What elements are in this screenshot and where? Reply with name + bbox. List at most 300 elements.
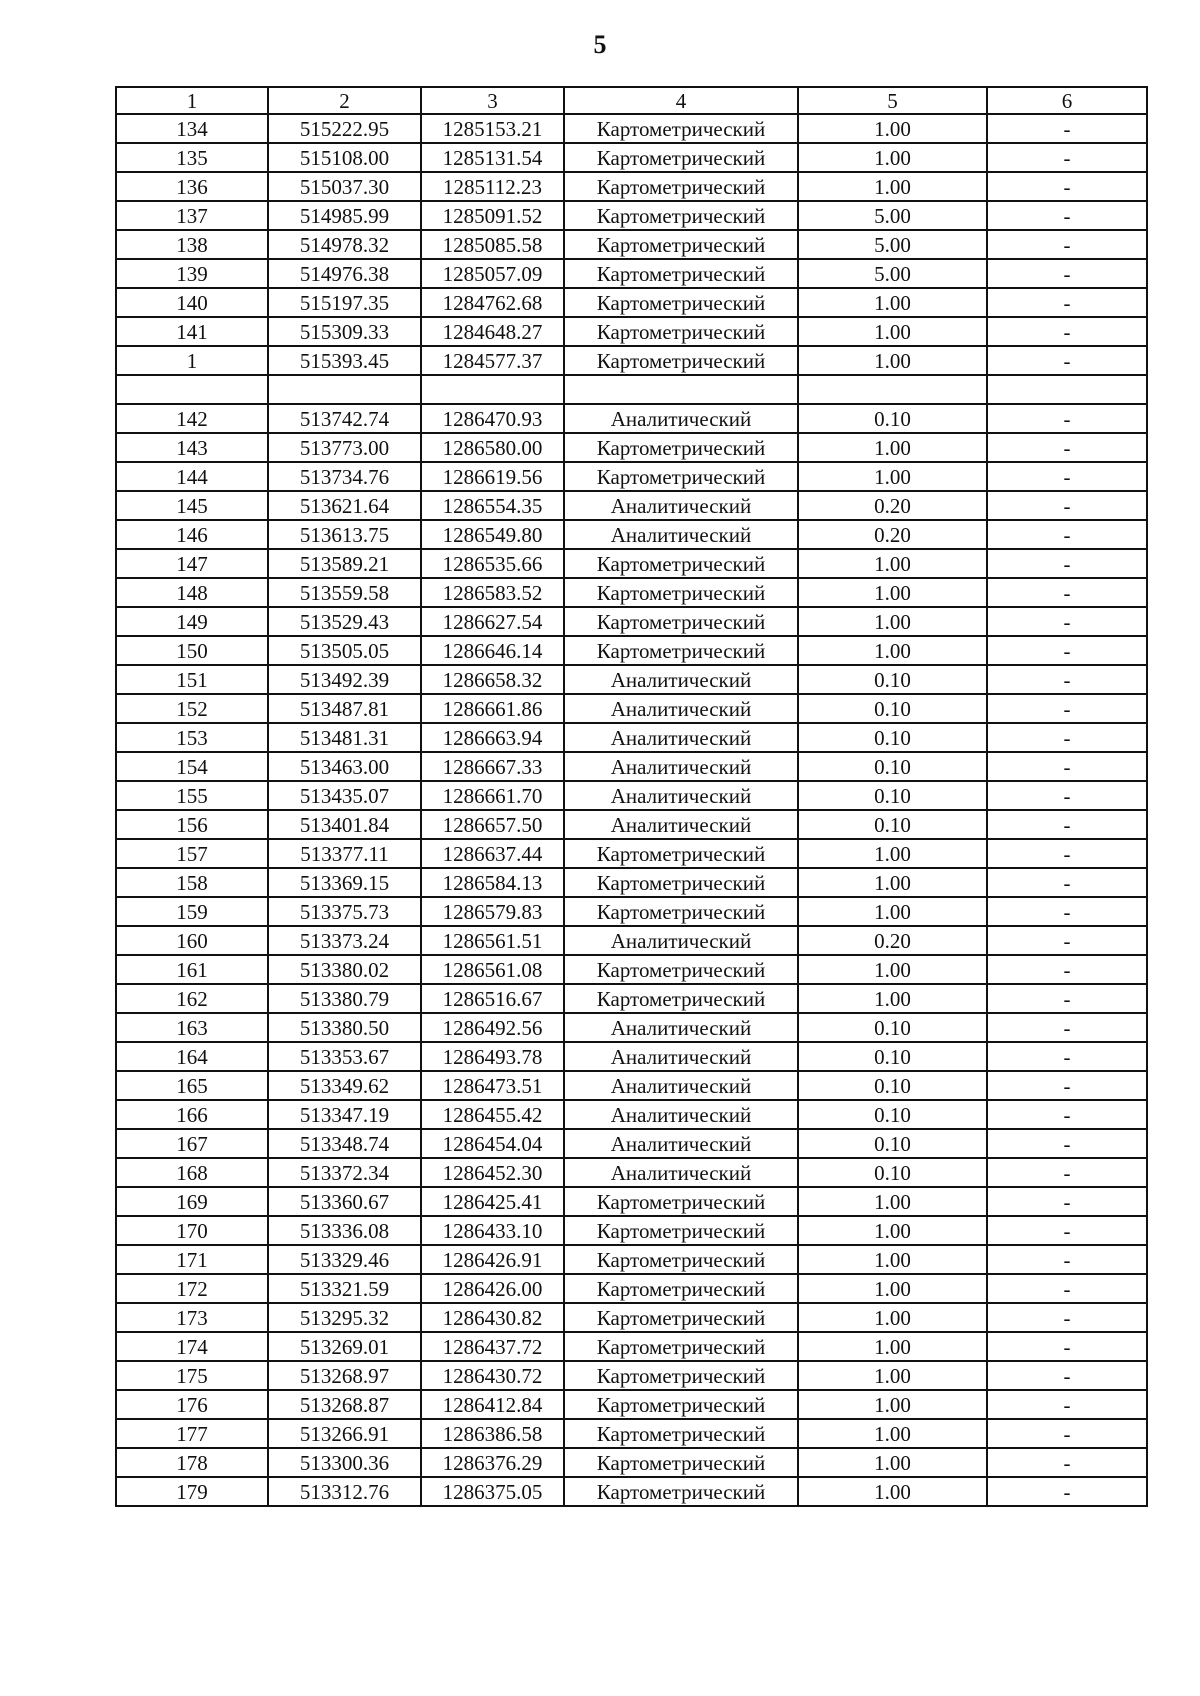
cell-coordinate-y: 1285057.09 — [421, 259, 564, 288]
cell-accuracy: 0.10 — [798, 1042, 987, 1071]
table-row — [116, 172, 1147, 201]
cell-coordinate-y: 1284762.68 — [421, 288, 564, 317]
table-row — [116, 549, 1147, 578]
cell-note: - — [987, 926, 1147, 955]
table-row — [116, 868, 1147, 897]
cell-method: Картометрический — [564, 230, 798, 259]
cell-method — [564, 375, 798, 404]
cell-method: Аналитический — [564, 723, 798, 752]
cell-point-number: 177 — [116, 1419, 268, 1448]
cell-method: Аналитический — [564, 1071, 798, 1100]
cell-coordinate-x — [268, 375, 421, 404]
table-body — [116, 114, 1147, 1506]
cell-accuracy: 1.00 — [798, 462, 987, 491]
table-row — [116, 346, 1147, 375]
cell-point-number: 157 — [116, 839, 268, 868]
cell-point-number: 141 — [116, 317, 268, 346]
cell-coordinate-y: 1286386.58 — [421, 1419, 564, 1448]
cell-coordinate-y: 1286376.29 — [421, 1448, 564, 1477]
cell-coordinate-x: 515309.33 — [268, 317, 421, 346]
cell-note: - — [987, 1332, 1147, 1361]
cell-coordinate-x: 513329.46 — [268, 1245, 421, 1274]
cell-note: - — [987, 549, 1147, 578]
cell-point-number: 162 — [116, 984, 268, 1013]
cell-coordinate-y: 1286437.72 — [421, 1332, 564, 1361]
cell-note: - — [987, 1390, 1147, 1419]
table-row — [116, 1361, 1147, 1390]
table-row-separator — [116, 375, 1147, 404]
cell-coordinate-x: 513336.08 — [268, 1216, 421, 1245]
cell-coordinate-x: 513380.50 — [268, 1013, 421, 1042]
cell-point-number: 154 — [116, 752, 268, 781]
table-row — [116, 694, 1147, 723]
cell-coordinate-y: 1286425.41 — [421, 1187, 564, 1216]
cell-method: Картометрический — [564, 1448, 798, 1477]
cell-note: - — [987, 520, 1147, 549]
cell-coordinate-x: 513349.62 — [268, 1071, 421, 1100]
table-row — [116, 810, 1147, 839]
cell-coordinate-x: 513347.19 — [268, 1100, 421, 1129]
table-row — [116, 607, 1147, 636]
cell-point-number: 147 — [116, 549, 268, 578]
table-row — [116, 520, 1147, 549]
cell-method: Картометрический — [564, 897, 798, 926]
cell-note: - — [987, 491, 1147, 520]
cell-note: - — [987, 1042, 1147, 1071]
cell-method: Картометрический — [564, 868, 798, 897]
cell-point-number: 173 — [116, 1303, 268, 1332]
table-row — [116, 259, 1147, 288]
table-row — [116, 955, 1147, 984]
cell-accuracy: 0.10 — [798, 665, 987, 694]
table-row — [116, 1129, 1147, 1158]
cell-method: Аналитический — [564, 404, 798, 433]
cell-accuracy: 0.10 — [798, 810, 987, 839]
cell-note: - — [987, 346, 1147, 375]
cell-point-number: 145 — [116, 491, 268, 520]
table-row — [116, 1245, 1147, 1274]
cell-coordinate-y: 1286646.14 — [421, 636, 564, 665]
cell-coordinate-y: 1286452.30 — [421, 1158, 564, 1187]
cell-point-number: 160 — [116, 926, 268, 955]
table-row — [116, 1042, 1147, 1071]
cell-note: - — [987, 1361, 1147, 1390]
table-row — [116, 781, 1147, 810]
cell-coordinate-y: 1284577.37 — [421, 346, 564, 375]
cell-note: - — [987, 1129, 1147, 1158]
cell-coordinate-y: 1286535.66 — [421, 549, 564, 578]
cell-coordinate-y: 1285091.52 — [421, 201, 564, 230]
cell-coordinate-y: 1286579.83 — [421, 897, 564, 926]
table-header — [116, 87, 1147, 114]
cell-note: - — [987, 1187, 1147, 1216]
cell-accuracy: 0.20 — [798, 926, 987, 955]
cell-method: Картометрический — [564, 433, 798, 462]
cell-coordinate-y: 1286658.32 — [421, 665, 564, 694]
cell-point-number: 1 — [116, 346, 268, 375]
cell-method: Картометрический — [564, 1477, 798, 1506]
cell-coordinate-y: 1286667.33 — [421, 752, 564, 781]
cell-coordinate-x: 513377.11 — [268, 839, 421, 868]
cell-coordinate-x: 513734.76 — [268, 462, 421, 491]
cell-note: - — [987, 607, 1147, 636]
cell-method: Картометрический — [564, 578, 798, 607]
cell-note — [987, 375, 1147, 404]
cell-note: - — [987, 114, 1147, 143]
cell-note: - — [987, 1419, 1147, 1448]
cell-method: Картометрический — [564, 317, 798, 346]
cell-method: Аналитический — [564, 1129, 798, 1158]
table-row — [116, 433, 1147, 462]
cell-note: - — [987, 897, 1147, 926]
cell-coordinate-x: 513321.59 — [268, 1274, 421, 1303]
table-row — [116, 926, 1147, 955]
cell-accuracy: 1.00 — [798, 1448, 987, 1477]
cell-note: - — [987, 404, 1147, 433]
table-row — [116, 897, 1147, 926]
cell-method: Картометрический — [564, 955, 798, 984]
cell-note: - — [987, 1477, 1147, 1506]
cell-coordinate-y: 1286455.42 — [421, 1100, 564, 1129]
cell-coordinate-x: 513621.64 — [268, 491, 421, 520]
table-row — [116, 1448, 1147, 1477]
cell-coordinate-x: 514978.32 — [268, 230, 421, 259]
cell-point-number: 135 — [116, 143, 268, 172]
cell-coordinate-x: 513380.02 — [268, 955, 421, 984]
cell-note: - — [987, 143, 1147, 172]
cell-coordinate-y: 1286492.56 — [421, 1013, 564, 1042]
cell-method: Аналитический — [564, 665, 798, 694]
cell-note: - — [987, 694, 1147, 723]
table-row — [116, 839, 1147, 868]
table-row — [116, 665, 1147, 694]
cell-coordinate-y: 1286619.56 — [421, 462, 564, 491]
cell-accuracy: 1.00 — [798, 288, 987, 317]
cell-method: Картометрический — [564, 549, 798, 578]
cell-point-number: 166 — [116, 1100, 268, 1129]
cell-accuracy: 1.00 — [798, 1419, 987, 1448]
cell-coordinate-y: 1286583.52 — [421, 578, 564, 607]
table-row — [116, 1419, 1147, 1448]
cell-point-number: 171 — [116, 1245, 268, 1274]
cell-method: Картометрический — [564, 1274, 798, 1303]
cell-note: - — [987, 1100, 1147, 1129]
cell-point-number: 152 — [116, 694, 268, 723]
cell-point-number: 164 — [116, 1042, 268, 1071]
cell-note: - — [987, 839, 1147, 868]
cell-note: - — [987, 230, 1147, 259]
cell-point-number: 148 — [116, 578, 268, 607]
cell-coordinate-x: 513559.58 — [268, 578, 421, 607]
cell-coordinate-y: 1286493.78 — [421, 1042, 564, 1071]
cell-coordinate-x: 513435.07 — [268, 781, 421, 810]
cell-accuracy: 5.00 — [798, 259, 987, 288]
cell-point-number: 179 — [116, 1477, 268, 1506]
cell-method: Картометрический — [564, 462, 798, 491]
table-row — [116, 984, 1147, 1013]
cell-coordinate-x: 515037.30 — [268, 172, 421, 201]
cell-note: - — [987, 1158, 1147, 1187]
cell-method: Аналитический — [564, 810, 798, 839]
cell-accuracy: 1.00 — [798, 143, 987, 172]
cell-note: - — [987, 1448, 1147, 1477]
cell-coordinate-y: 1286470.93 — [421, 404, 564, 433]
cell-coordinate-y: 1286554.35 — [421, 491, 564, 520]
table-row — [116, 143, 1147, 172]
cell-coordinate-y: 1286637.44 — [421, 839, 564, 868]
cell-accuracy: 1.00 — [798, 839, 987, 868]
cell-point-number: 163 — [116, 1013, 268, 1042]
cell-accuracy: 5.00 — [798, 230, 987, 259]
cell-coordinate-y: 1286430.72 — [421, 1361, 564, 1390]
cell-accuracy: 1.00 — [798, 868, 987, 897]
cell-method: Картометрический — [564, 839, 798, 868]
cell-point-number: 134 — [116, 114, 268, 143]
table-row — [116, 491, 1147, 520]
cell-method: Картометрический — [564, 143, 798, 172]
cell-point-number: 158 — [116, 868, 268, 897]
cell-note: - — [987, 1071, 1147, 1100]
cell-coordinate-x: 513373.24 — [268, 926, 421, 955]
cell-coordinate-x: 513481.31 — [268, 723, 421, 752]
table-row — [116, 1071, 1147, 1100]
cell-accuracy: 1.00 — [798, 549, 987, 578]
cell-coordinate-x: 515197.35 — [268, 288, 421, 317]
cell-method: Картометрический — [564, 1361, 798, 1390]
cell-coordinate-x: 513353.67 — [268, 1042, 421, 1071]
cell-method: Картометрический — [564, 259, 798, 288]
table-row — [116, 317, 1147, 346]
cell-point-number: 146 — [116, 520, 268, 549]
table-row — [116, 201, 1147, 230]
header-col-5: 5 — [798, 87, 987, 114]
table-row — [116, 288, 1147, 317]
cell-coordinate-x: 513742.74 — [268, 404, 421, 433]
cell-note: - — [987, 1274, 1147, 1303]
cell-note: - — [987, 984, 1147, 1013]
cell-accuracy: 0.20 — [798, 520, 987, 549]
cell-accuracy: 1.00 — [798, 984, 987, 1013]
cell-note: - — [987, 259, 1147, 288]
header-row — [116, 87, 1147, 114]
cell-method: Картометрический — [564, 1187, 798, 1216]
cell-coordinate-y — [421, 375, 564, 404]
cell-accuracy: 1.00 — [798, 636, 987, 665]
cell-accuracy: 0.10 — [798, 1129, 987, 1158]
cell-note: - — [987, 288, 1147, 317]
cell-method: Картометрический — [564, 1245, 798, 1274]
cell-point-number: 144 — [116, 462, 268, 491]
cell-coordinate-y: 1286584.13 — [421, 868, 564, 897]
cell-point-number — [116, 375, 268, 404]
cell-coordinate-y: 1286426.00 — [421, 1274, 564, 1303]
cell-coordinate-x: 513268.87 — [268, 1390, 421, 1419]
cell-note: - — [987, 462, 1147, 491]
cell-point-number: 150 — [116, 636, 268, 665]
cell-coordinate-x: 513295.32 — [268, 1303, 421, 1332]
cell-coordinate-x: 513487.81 — [268, 694, 421, 723]
cell-coordinate-x: 513613.75 — [268, 520, 421, 549]
cell-accuracy: 1.00 — [798, 1332, 987, 1361]
header-col-1: 1 — [116, 87, 268, 114]
cell-coordinate-x: 513300.36 — [268, 1448, 421, 1477]
cell-coordinate-y: 1286561.51 — [421, 926, 564, 955]
cell-accuracy: 0.10 — [798, 723, 987, 752]
cell-method: Картометрический — [564, 172, 798, 201]
cell-note: - — [987, 810, 1147, 839]
header-col-2: 2 — [268, 87, 421, 114]
cell-coordinate-y: 1286661.70 — [421, 781, 564, 810]
cell-note: - — [987, 752, 1147, 781]
table-row — [116, 723, 1147, 752]
cell-point-number: 167 — [116, 1129, 268, 1158]
cell-note: - — [987, 781, 1147, 810]
cell-coordinate-x: 514976.38 — [268, 259, 421, 288]
cell-coordinate-x: 513312.76 — [268, 1477, 421, 1506]
cell-accuracy: 0.10 — [798, 1013, 987, 1042]
cell-note: - — [987, 172, 1147, 201]
cell-method: Картометрический — [564, 201, 798, 230]
cell-method: Аналитический — [564, 1013, 798, 1042]
cell-coordinate-x: 513380.79 — [268, 984, 421, 1013]
cell-accuracy: 1.00 — [798, 1390, 987, 1419]
cell-coordinate-y: 1286561.08 — [421, 955, 564, 984]
cell-point-number: 140 — [116, 288, 268, 317]
cell-method: Картометрический — [564, 1419, 798, 1448]
header-col-6: 6 — [987, 87, 1147, 114]
cell-accuracy: 1.00 — [798, 1274, 987, 1303]
cell-coordinate-x: 513505.05 — [268, 636, 421, 665]
cell-coordinate-y: 1286549.80 — [421, 520, 564, 549]
cell-method: Картометрический — [564, 114, 798, 143]
cell-coordinate-x: 513401.84 — [268, 810, 421, 839]
cell-note: - — [987, 201, 1147, 230]
table-row — [116, 636, 1147, 665]
cell-accuracy: 5.00 — [798, 201, 987, 230]
table-row — [116, 1187, 1147, 1216]
cell-coordinate-x: 515108.00 — [268, 143, 421, 172]
cell-method: Аналитический — [564, 752, 798, 781]
cell-accuracy: 1.00 — [798, 897, 987, 926]
cell-method: Аналитический — [564, 926, 798, 955]
cell-point-number: 137 — [116, 201, 268, 230]
cell-accuracy: 1.00 — [798, 346, 987, 375]
cell-coordinate-y: 1286580.00 — [421, 433, 564, 462]
cell-coordinate-x: 513360.67 — [268, 1187, 421, 1216]
cell-note: - — [987, 665, 1147, 694]
cell-accuracy: 1.00 — [798, 1216, 987, 1245]
cell-coordinate-x: 513348.74 — [268, 1129, 421, 1158]
cell-method: Картометрический — [564, 288, 798, 317]
cell-coordinate-x: 513589.21 — [268, 549, 421, 578]
cell-method: Картометрический — [564, 1332, 798, 1361]
cell-point-number: 149 — [116, 607, 268, 636]
cell-coordinate-y: 1286627.54 — [421, 607, 564, 636]
cell-point-number: 159 — [116, 897, 268, 926]
cell-coordinate-y: 1286657.50 — [421, 810, 564, 839]
cell-coordinate-y: 1286454.04 — [421, 1129, 564, 1158]
cell-method: Картометрический — [564, 607, 798, 636]
cell-accuracy: 0.10 — [798, 1071, 987, 1100]
cell-method: Картометрический — [564, 984, 798, 1013]
cell-method: Аналитический — [564, 1100, 798, 1129]
cell-point-number: 136 — [116, 172, 268, 201]
cell-point-number: 176 — [116, 1390, 268, 1419]
cell-coordinate-y: 1285153.21 — [421, 114, 564, 143]
cell-note: - — [987, 1245, 1147, 1274]
cell-accuracy: 0.10 — [798, 1100, 987, 1129]
cell-coordinate-y: 1286430.82 — [421, 1303, 564, 1332]
cell-note: - — [987, 578, 1147, 607]
cell-method: Картометрический — [564, 1390, 798, 1419]
cell-coordinate-y: 1285112.23 — [421, 172, 564, 201]
cell-note: - — [987, 955, 1147, 984]
cell-coordinate-y: 1284648.27 — [421, 317, 564, 346]
cell-accuracy: 1.00 — [798, 1361, 987, 1390]
cell-point-number: 151 — [116, 665, 268, 694]
cell-accuracy: 1.00 — [798, 172, 987, 201]
cell-point-number: 172 — [116, 1274, 268, 1303]
cell-method: Аналитический — [564, 781, 798, 810]
cell-coordinate-y: 1285085.58 — [421, 230, 564, 259]
table-row — [116, 752, 1147, 781]
cell-accuracy: 0.10 — [798, 404, 987, 433]
cell-method: Аналитический — [564, 694, 798, 723]
cell-method: Картометрический — [564, 1216, 798, 1245]
cell-accuracy: 1.00 — [798, 1187, 987, 1216]
coordinates-table — [115, 86, 1148, 1507]
cell-method: Аналитический — [564, 1158, 798, 1187]
cell-method: Аналитический — [564, 520, 798, 549]
page-number: 5 — [593, 30, 607, 59]
cell-coordinate-y: 1285131.54 — [421, 143, 564, 172]
cell-coordinate-x: 513369.15 — [268, 868, 421, 897]
cell-coordinate-y: 1286433.10 — [421, 1216, 564, 1245]
cell-point-number: 178 — [116, 1448, 268, 1477]
table-row — [116, 1477, 1147, 1506]
cell-coordinate-y: 1286426.91 — [421, 1245, 564, 1274]
cell-point-number: 155 — [116, 781, 268, 810]
cell-accuracy: 0.10 — [798, 1158, 987, 1187]
cell-accuracy: 0.20 — [798, 491, 987, 520]
cell-coordinate-x: 513773.00 — [268, 433, 421, 462]
cell-note: - — [987, 1013, 1147, 1042]
cell-coordinate-x: 513266.91 — [268, 1419, 421, 1448]
cell-point-number: 175 — [116, 1361, 268, 1390]
cell-coordinate-x: 513269.01 — [268, 1332, 421, 1361]
cell-accuracy: 1.00 — [798, 1477, 987, 1506]
cell-note: - — [987, 433, 1147, 462]
table-row — [116, 1274, 1147, 1303]
cell-accuracy: 1.00 — [798, 1303, 987, 1332]
table-row — [116, 578, 1147, 607]
cell-point-number: 142 — [116, 404, 268, 433]
cell-accuracy: 1.00 — [798, 955, 987, 984]
cell-point-number: 174 — [116, 1332, 268, 1361]
cell-coordinate-x: 513268.97 — [268, 1361, 421, 1390]
cell-coordinate-x: 514985.99 — [268, 201, 421, 230]
cell-point-number: 139 — [116, 259, 268, 288]
table-row — [116, 1100, 1147, 1129]
cell-method: Картометрический — [564, 636, 798, 665]
table-row — [116, 1303, 1147, 1332]
cell-accuracy: 0.10 — [798, 781, 987, 810]
table-row — [116, 1013, 1147, 1042]
cell-accuracy: 1.00 — [798, 433, 987, 462]
table-row — [116, 1332, 1147, 1361]
cell-point-number: 156 — [116, 810, 268, 839]
cell-note: - — [987, 636, 1147, 665]
